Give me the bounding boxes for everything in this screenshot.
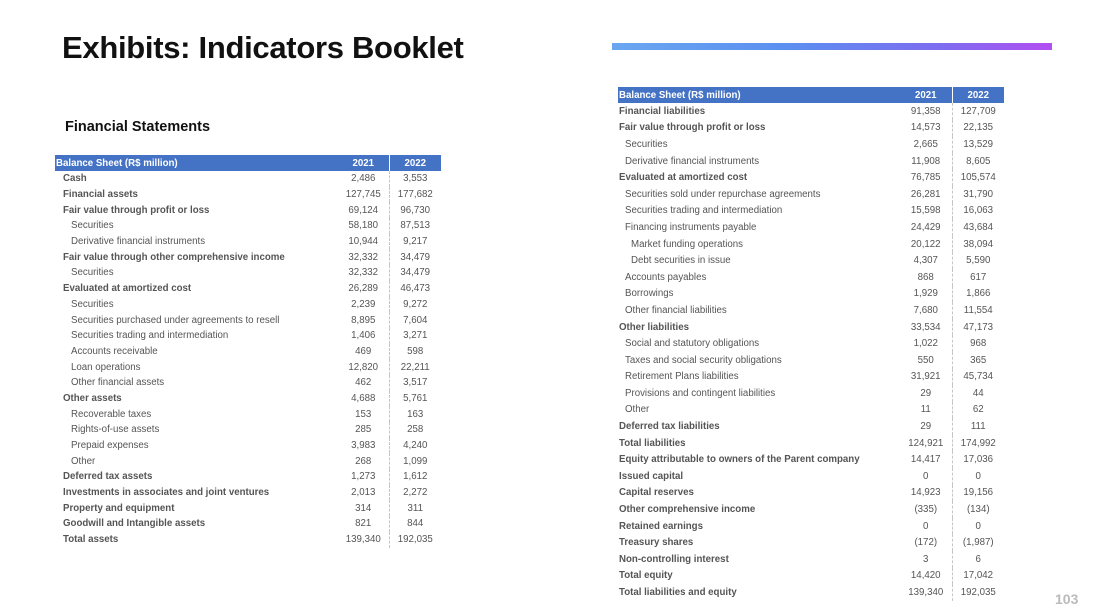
row-value-2021: 20,122 [900, 236, 952, 253]
row-value-2022: 192,035 [960, 587, 996, 599]
row-value-2022: 163 [407, 408, 424, 420]
table-row [55, 344, 441, 360]
row-value-2022: 9,217 [403, 236, 428, 248]
table-row [618, 352, 1004, 369]
row-label: Fair value through profit or loss [63, 204, 210, 216]
row-label: Total liabilities [619, 437, 686, 449]
row-value-2021: 8,895 [338, 312, 389, 328]
header-year-2022: 2022 [952, 87, 1004, 103]
row-label: Financial assets [63, 189, 138, 201]
row-label: Securities purchased under agreements to resell [71, 314, 280, 326]
row-value-2022: 44 [972, 387, 984, 399]
table-header-row [618, 87, 1004, 103]
row-value-2022: 105,574 [960, 172, 996, 184]
table-row [55, 422, 441, 438]
table-row [55, 532, 441, 548]
row-label: Fair value through profit or loss [619, 122, 766, 134]
row-value-2021: 32,332 [338, 265, 389, 281]
assets-balance-sheet-table [55, 155, 441, 548]
row-value-2022: 31,790 [963, 188, 994, 200]
row-value-2021: 469 [338, 344, 389, 360]
table-row [55, 297, 441, 313]
row-value-2022: (134) [966, 504, 990, 516]
table-row [55, 234, 441, 250]
row-value-2021: (172) [900, 534, 952, 551]
row-value-2021: 2,665 [900, 136, 952, 153]
row-value-2022: 8,605 [966, 155, 991, 167]
row-value-2021: 821 [338, 516, 389, 532]
row-value-2022: 3,271 [403, 330, 428, 342]
table-row [55, 328, 441, 344]
table-row [618, 252, 1004, 269]
table-row [618, 568, 1004, 585]
row-value-2022: 22,211 [400, 361, 430, 373]
row-label: Evaluated at amortized cost [63, 283, 192, 295]
table-row [55, 312, 441, 328]
row-label: Debt securities in issue [631, 255, 731, 267]
row-value-2021: 124,921 [900, 435, 952, 452]
row-value-2022: 111 [970, 421, 986, 433]
table-row [618, 435, 1004, 452]
row-value-2022: 0 [975, 520, 981, 532]
row-value-2022: 177,682 [397, 189, 433, 201]
header-label: Balance Sheet (R$ million) [618, 87, 900, 103]
table-row [618, 402, 1004, 419]
row-value-2021: 550 [900, 352, 952, 369]
row-label: Securities trading and intermediation [71, 330, 229, 342]
table-row [618, 219, 1004, 236]
row-label: Evaluated at amortized cost [619, 172, 748, 184]
row-value-2021: 2,013 [338, 485, 389, 501]
row-value-2022: 38,094 [963, 238, 994, 250]
row-value-2021: 76,785 [900, 169, 952, 186]
row-label: Cash [63, 173, 87, 185]
table-row [55, 469, 441, 485]
row-label: Goodwill and Intangible assets [63, 518, 206, 530]
row-label: Property and equipment [63, 502, 175, 514]
header-year-2021: 2021 [900, 87, 952, 103]
row-value-2021: 139,340 [338, 532, 389, 548]
row-value-2022: 13,529 [963, 138, 994, 150]
row-value-2022: 34,479 [400, 251, 431, 263]
row-value-2022: 5,761 [403, 392, 428, 404]
row-label: Treasury shares [619, 537, 694, 549]
row-value-2021: 0 [900, 518, 952, 535]
row-value-2022: 192,035 [397, 534, 433, 546]
row-label: Financial liabilities [619, 105, 706, 117]
row-value-2021: 1,406 [338, 328, 389, 344]
table-row [55, 171, 441, 187]
table-row [618, 302, 1004, 319]
table-row [55, 202, 441, 218]
row-value-2022: 11,554 [963, 304, 993, 316]
row-value-2022: 968 [970, 338, 987, 350]
row-value-2021: 32,332 [338, 249, 389, 265]
row-label: Market funding operations [631, 238, 744, 250]
row-label: Total liabilities and equity [619, 587, 737, 599]
row-label: Securities [625, 138, 668, 150]
row-label: Social and statutory obligations [625, 338, 760, 350]
row-value-2021: 868 [900, 269, 952, 286]
table-row [618, 319, 1004, 336]
row-value-2021: 127,745 [338, 187, 389, 203]
row-value-2021: 139,340 [900, 584, 952, 601]
row-value-2021: 314 [338, 500, 389, 516]
row-value-2022: 22,135 [963, 122, 994, 134]
row-label: Other [625, 404, 650, 416]
table-row [618, 153, 1004, 170]
row-value-2021: 0 [900, 468, 952, 485]
row-value-2021: 285 [338, 422, 389, 438]
table-row [55, 438, 441, 454]
row-value-2022: 1,866 [966, 288, 991, 300]
row-label: Securities sold under repurchase agreements [625, 188, 821, 200]
row-value-2022: 3,517 [403, 377, 428, 389]
row-value-2021: 2,239 [338, 297, 389, 313]
row-value-2022: 0 [975, 470, 981, 482]
section-subtitle: Financial Statements [65, 119, 211, 135]
table-row [55, 265, 441, 281]
row-value-2021: 14,573 [900, 120, 952, 137]
header-label: Balance Sheet (R$ million) [55, 155, 338, 171]
row-value-2021: 4,307 [900, 252, 952, 269]
table-row [55, 375, 441, 391]
table-row [618, 468, 1004, 485]
row-value-2021: 11,908 [900, 153, 952, 170]
row-value-2022: 598 [407, 345, 424, 357]
row-value-2021: 29 [900, 385, 952, 402]
table-row [618, 584, 1004, 601]
table-row [618, 335, 1004, 352]
row-label: Securities [71, 298, 114, 310]
row-value-2021: 15,598 [900, 203, 952, 220]
row-label: Total assets [63, 534, 119, 546]
row-value-2021: 462 [338, 375, 389, 391]
row-label: Total equity [619, 570, 673, 582]
row-label: Investments in associates and joint ventures [63, 487, 270, 499]
row-value-2022: (1,987) [962, 537, 994, 549]
table-row [55, 281, 441, 297]
row-value-2021: 26,281 [900, 186, 952, 203]
row-label: Accounts payables [625, 271, 707, 283]
row-value-2021: 24,429 [900, 219, 952, 236]
row-value-2021: 91,358 [900, 103, 952, 120]
table-row [618, 551, 1004, 568]
row-value-2022: 96,730 [400, 204, 431, 216]
row-value-2021: 3 [900, 551, 952, 568]
table-row [618, 451, 1004, 468]
table-row [55, 359, 441, 375]
row-label: Issued capital [619, 470, 684, 482]
row-value-2021: 31,921 [900, 369, 952, 386]
row-value-2022: 16,063 [963, 205, 994, 217]
row-label: Non-controlling interest [619, 553, 729, 565]
row-value-2022: 127,709 [960, 105, 996, 117]
row-value-2022: 46,473 [400, 283, 431, 295]
header-year-2022: 2022 [389, 155, 441, 171]
row-label: Fair value through other comprehensive income [63, 251, 285, 263]
row-value-2021: 4,688 [338, 391, 389, 407]
row-value-2021: 11 [900, 402, 952, 419]
page-title: Exhibits: Indicators Booklet [62, 30, 464, 65]
row-label: Derivative financial instruments [625, 155, 760, 167]
table-row [618, 203, 1004, 220]
row-value-2022: 844 [407, 518, 424, 530]
table-row [618, 103, 1004, 120]
row-label: Derivative financial instruments [71, 236, 206, 248]
row-value-2021: 12,820 [338, 359, 389, 375]
row-value-2021: (335) [900, 501, 952, 518]
row-label: Financing instruments payable [625, 221, 757, 233]
row-value-2022: 43,684 [963, 221, 994, 233]
table-row [618, 136, 1004, 153]
row-value-2022: 4,240 [403, 440, 428, 452]
row-value-2021: 1,929 [900, 286, 952, 303]
table-row [55, 218, 441, 234]
row-value-2022: 311 [407, 502, 423, 514]
row-label: Provisions and contingent liabilities [625, 387, 776, 399]
table-row [618, 369, 1004, 386]
row-value-2021: 14,420 [900, 568, 952, 585]
row-value-2021: 33,534 [900, 319, 952, 336]
row-value-2021: 14,417 [900, 451, 952, 468]
header-year-2021: 2021 [338, 155, 389, 171]
row-value-2021: 58,180 [338, 218, 389, 234]
row-label: Securities [71, 220, 114, 232]
row-label: Equity attributable to owners of the Parent company [619, 454, 860, 466]
table-row [55, 249, 441, 265]
row-label: Other financial liabilities [625, 304, 727, 316]
row-value-2022: 7,604 [403, 314, 428, 326]
row-value-2022: 1,612 [403, 471, 428, 483]
table-row [618, 120, 1004, 137]
row-label: Taxes and social security obligations [625, 354, 782, 366]
table-row [55, 516, 441, 532]
row-value-2021: 1,273 [338, 469, 389, 485]
row-value-2021: 2,486 [338, 171, 389, 187]
accent-gradient-bar [612, 43, 1052, 50]
row-value-2022: 47,173 [963, 321, 994, 333]
table-header-row [55, 155, 441, 171]
table-row [55, 187, 441, 203]
row-label: Other financial assets [71, 377, 165, 389]
table-row [618, 418, 1004, 435]
table-row [55, 500, 441, 516]
row-label: Other assets [63, 392, 122, 404]
table-row [618, 236, 1004, 253]
row-label: Other liabilities [619, 321, 689, 333]
row-value-2021: 3,983 [338, 438, 389, 454]
row-value-2021: 69,124 [338, 202, 389, 218]
table-row [618, 534, 1004, 551]
table-row [618, 385, 1004, 402]
row-value-2021: 268 [338, 453, 389, 469]
table-row [618, 269, 1004, 286]
liabilities-balance-sheet-table [618, 87, 1004, 601]
row-value-2021: 29 [900, 418, 952, 435]
row-label: Securities trading and intermediation [625, 205, 783, 217]
table-row [618, 501, 1004, 518]
row-value-2022: 258 [407, 424, 424, 436]
table-row [618, 286, 1004, 303]
row-value-2022: 2,272 [403, 487, 428, 499]
row-value-2022: 6 [975, 553, 981, 565]
page-number: 103 [1055, 591, 1079, 607]
row-value-2021: 26,289 [338, 281, 389, 297]
row-label: Retained earnings [619, 520, 703, 532]
row-value-2022: 45,734 [963, 371, 994, 383]
row-value-2021: 1,022 [900, 335, 952, 352]
row-value-2022: 17,036 [963, 454, 994, 466]
table-row [55, 391, 441, 407]
row-label: Borrowings [625, 288, 674, 300]
table-row [618, 485, 1004, 502]
table-row [55, 453, 441, 469]
row-label: Loan operations [71, 361, 141, 373]
row-label: Securities [71, 267, 114, 279]
row-value-2021: 153 [338, 406, 389, 422]
row-value-2022: 617 [970, 271, 987, 283]
row-label: Recoverable taxes [71, 408, 152, 420]
row-value-2022: 5,590 [966, 255, 991, 267]
table-row [55, 485, 441, 501]
row-label: Other comprehensive income [619, 504, 756, 516]
row-value-2022: 87,513 [400, 220, 431, 232]
row-value-2022: 62 [972, 404, 984, 416]
row-value-2022: 17,042 [963, 570, 994, 582]
table-row [618, 186, 1004, 203]
row-value-2022: 19,156 [963, 487, 994, 499]
row-label: Rights-of-use assets [71, 424, 160, 436]
row-label: Capital reserves [619, 487, 694, 499]
table-row [55, 406, 441, 422]
row-label: Deferred tax liabilities [619, 421, 720, 433]
row-value-2022: 365 [970, 354, 987, 366]
table-row [618, 169, 1004, 186]
row-value-2022: 34,479 [400, 267, 431, 279]
row-label: Prepaid expenses [71, 440, 149, 452]
row-value-2022: 9,272 [403, 298, 428, 310]
row-label: Deferred tax assets [63, 471, 153, 483]
row-label: Accounts receivable [71, 345, 158, 357]
row-value-2021: 10,944 [338, 234, 389, 250]
row-label: Retirement Plans liabilities [625, 371, 739, 383]
row-value-2021: 7,680 [900, 302, 952, 319]
row-label: Other [71, 455, 96, 467]
row-value-2022: 174,992 [960, 437, 996, 449]
table-row [618, 518, 1004, 535]
row-value-2022: 3,553 [403, 173, 428, 185]
row-value-2021: 14,923 [900, 485, 952, 502]
row-value-2022: 1,099 [403, 455, 428, 467]
